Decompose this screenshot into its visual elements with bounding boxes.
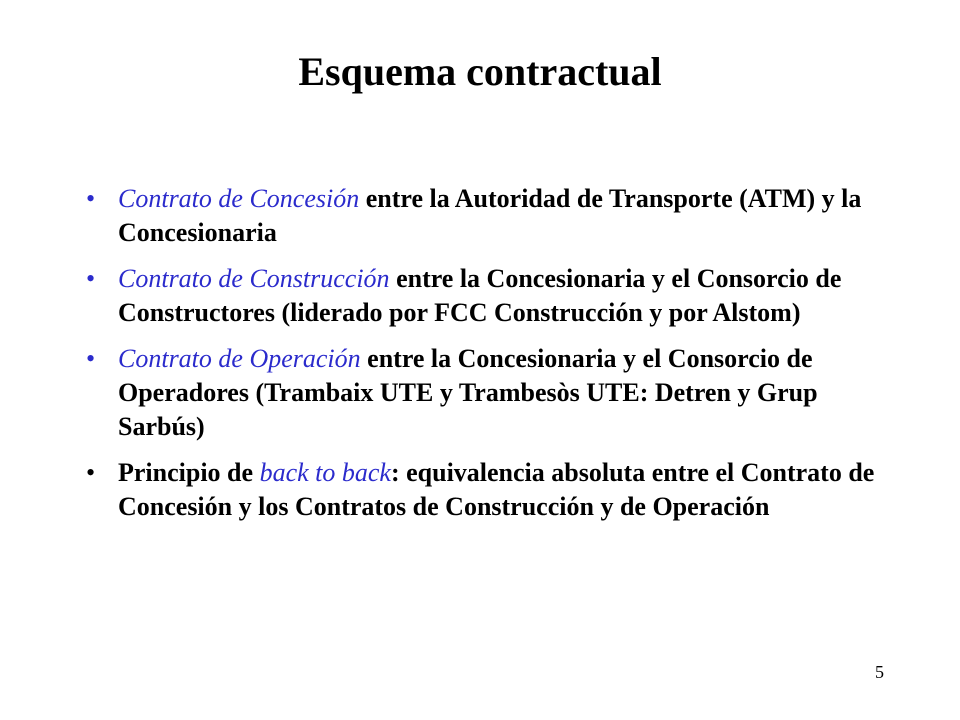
bullet-highlight: back to back xyxy=(259,458,391,487)
bullet-highlight: Contrato de Operación xyxy=(118,344,361,373)
bullet-highlight: Contrato de Construcción xyxy=(118,264,390,293)
bullet-prefix: Principio de xyxy=(118,458,260,487)
bullet-icon: • xyxy=(86,344,96,373)
bullet-list xyxy=(86,182,886,536)
bullet-text: entre la Concesionaria y el Consorcio de Operadores (Trambaix UTE y Trambesòs UTE: Detren y Grup Sarbús) xyxy=(118,344,818,441)
bullet-icon: • xyxy=(86,458,96,487)
slide-title: Esquema contractual xyxy=(298,49,662,94)
bullet-item-back-to-back xyxy=(86,456,886,524)
bullet-highlight: Contrato de Concesión xyxy=(118,184,360,213)
bullet-icon: • xyxy=(86,264,96,293)
bullet-item-concesion xyxy=(86,182,886,250)
bullet-item-operacion xyxy=(86,342,886,444)
bullet-item-construccion xyxy=(86,262,886,330)
bullet-icon: • xyxy=(86,184,96,213)
bullet-text: entre la Autoridad de Transporte (ATM) y la Concesionaria xyxy=(118,184,862,247)
bullet-text: : equivalencia absoluta entre el Contrato de Concesión y los Contratos de Construcción y de Operación xyxy=(118,458,875,521)
page-number: 5 xyxy=(875,662,884,682)
bullet-text: entre la Concesionaria y el Consorcio de Constructores (liderado por FCC Construcción y por Alstom) xyxy=(118,264,842,327)
